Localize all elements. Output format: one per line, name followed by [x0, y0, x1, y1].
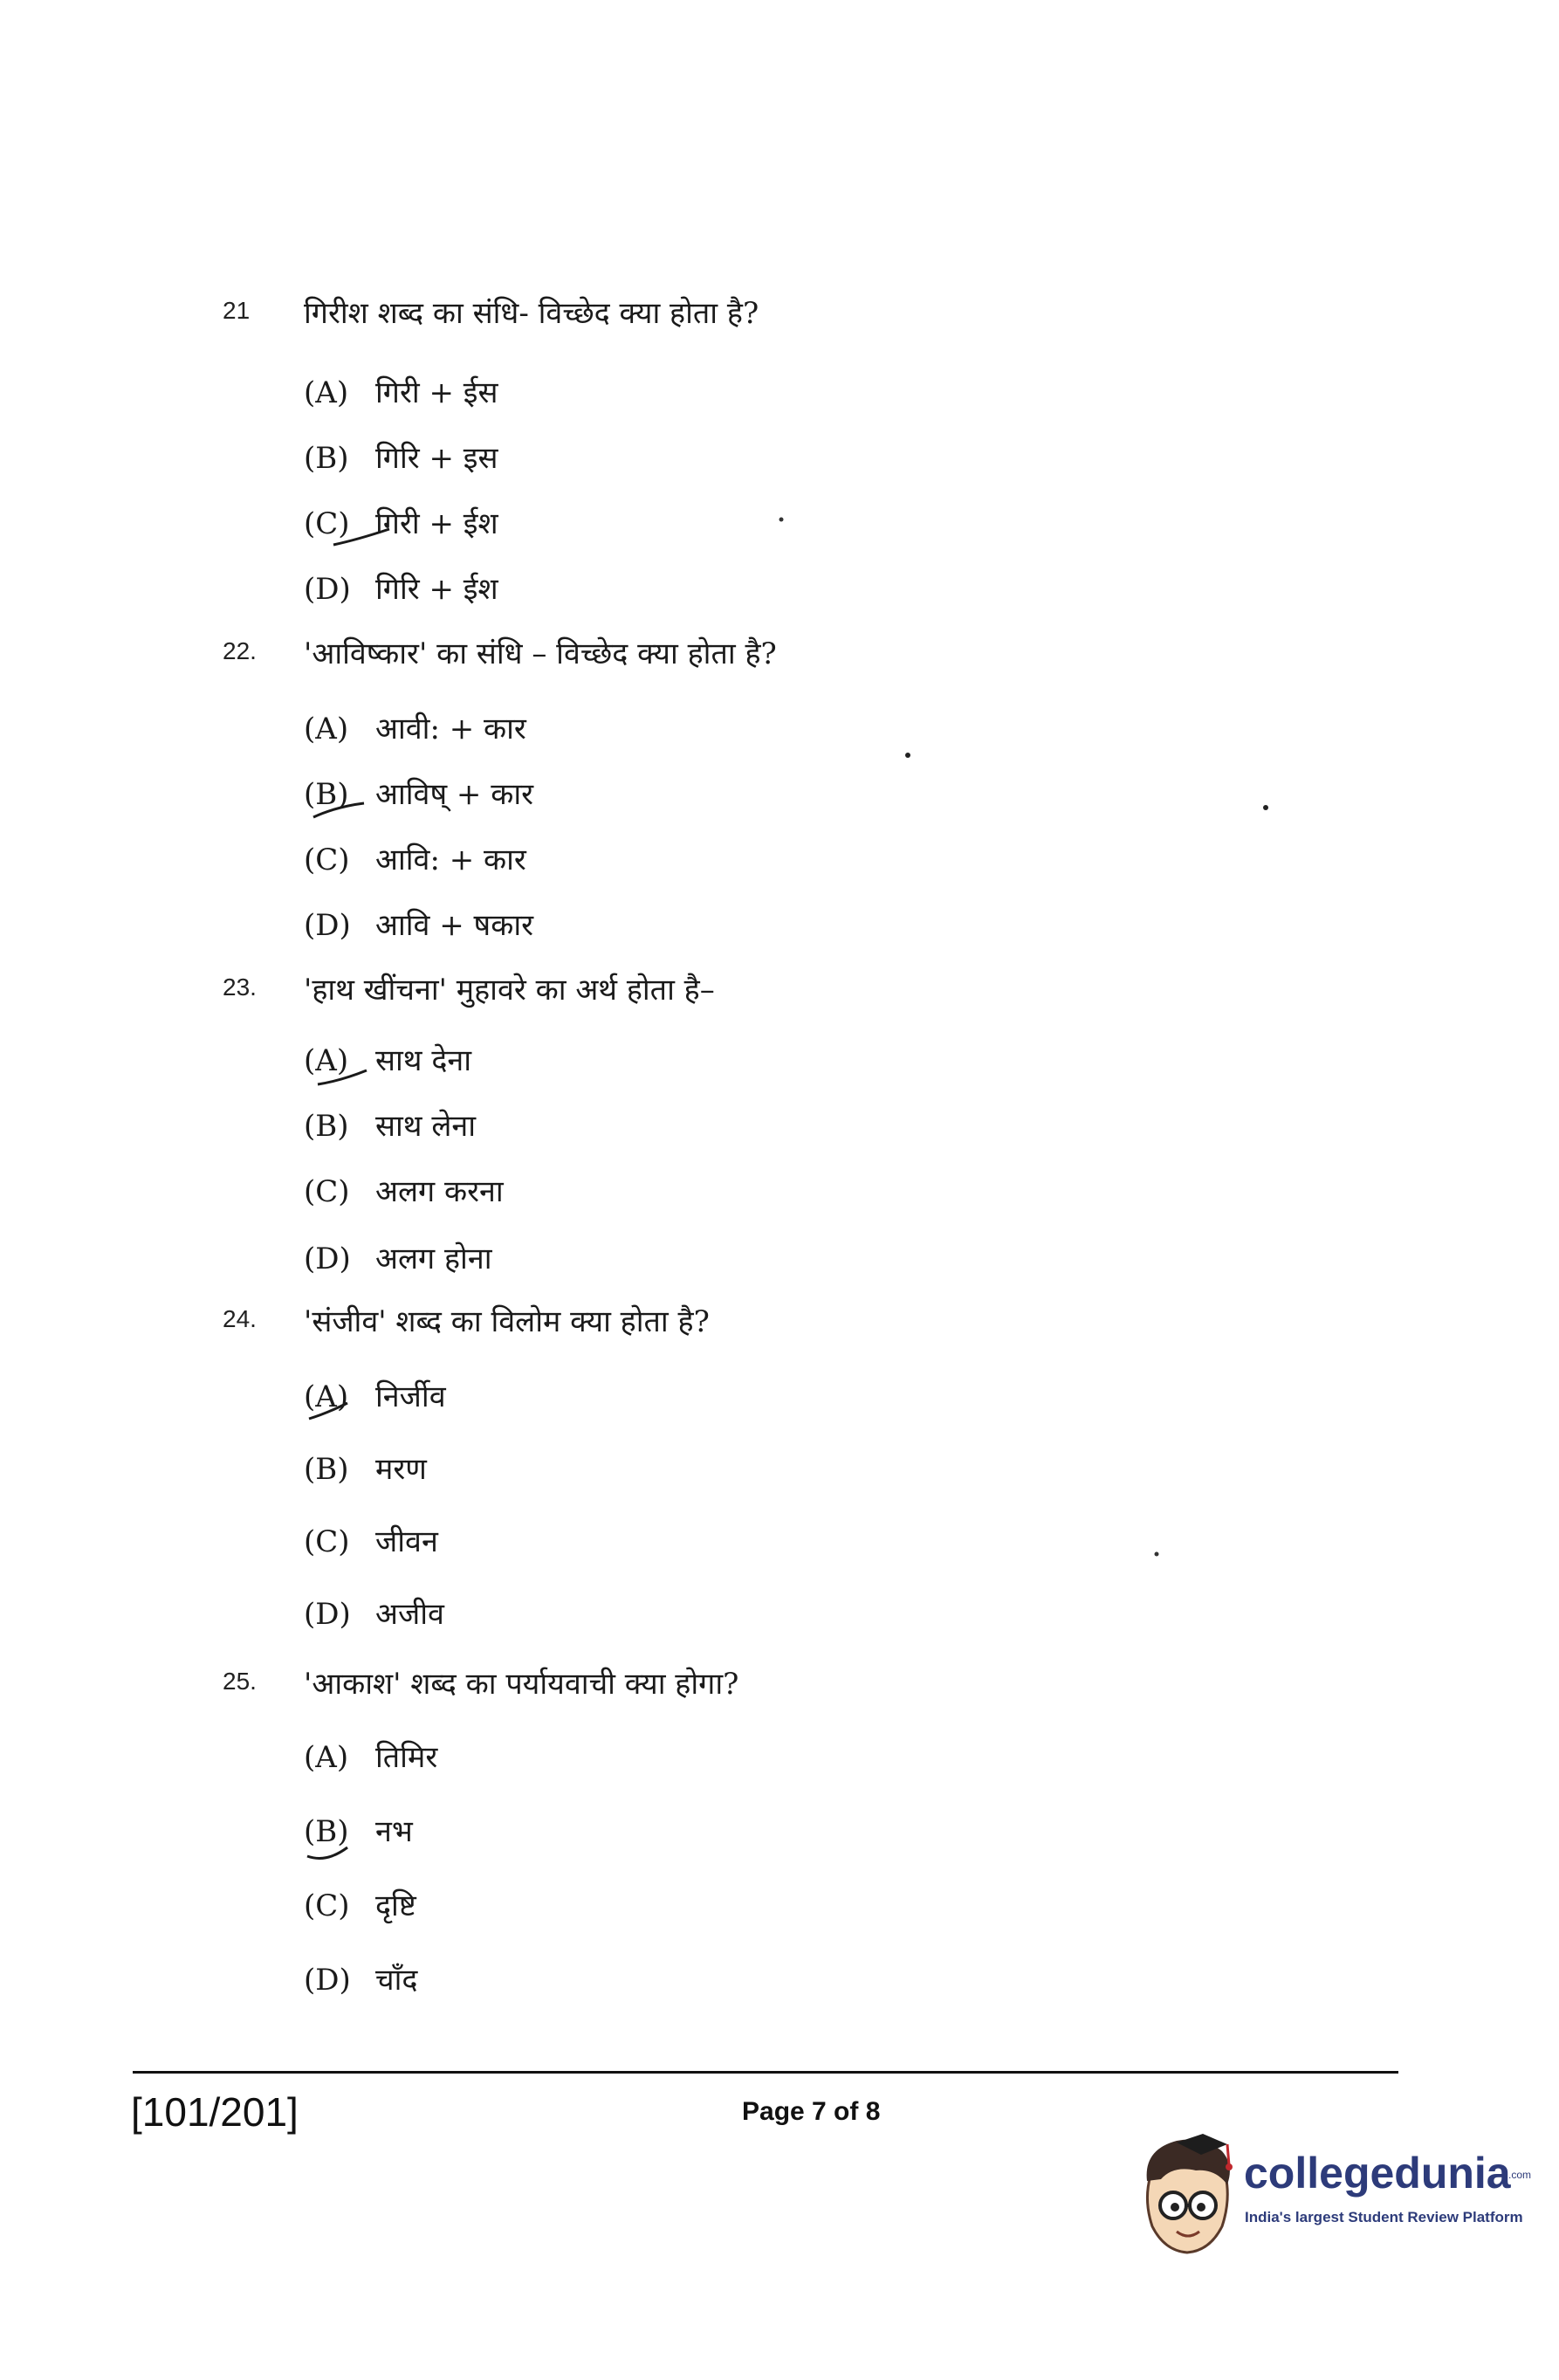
option-letter: (B) — [304, 441, 349, 476]
option-letter: (D) — [304, 908, 351, 943]
option-letter: (A) — [304, 712, 349, 746]
option-letter: (B) — [304, 777, 349, 812]
option-text: मरण — [375, 1452, 427, 1487]
brand-dotcom: .com — [1508, 2169, 1532, 2181]
option-letter: (C) — [304, 1524, 350, 1559]
question-text: 'संजीव' शब्द का विलोम क्या होता है? — [304, 1304, 710, 1339]
option-a — [304, 707, 526, 747]
option-text: आवी: + कार — [375, 712, 526, 746]
option-text: चाँद — [375, 1963, 418, 1998]
option-text: आविष् + कार — [375, 777, 534, 812]
option-d — [304, 1958, 417, 1998]
option-b — [304, 1448, 427, 1488]
answer-tick-mark — [332, 526, 393, 552]
option-text: साथ लेना — [375, 1109, 477, 1144]
question-text: गिरीश शब्द का संधि- विच्छेद क्या होता है? — [304, 296, 759, 331]
question-number: 24. — [223, 1305, 257, 1332]
option-c — [304, 1520, 438, 1560]
option-letter: (C) — [304, 843, 350, 877]
option-d — [304, 1592, 444, 1633]
option-letter: (B) — [304, 1814, 349, 1849]
option-text: नभ — [375, 1814, 413, 1849]
option-a — [304, 1736, 437, 1776]
brand-tagline: India's largest Student Review Platform — [1245, 2209, 1523, 2225]
answer-tick-mark — [314, 1065, 375, 1091]
option-c — [304, 838, 526, 878]
question-number: 23. — [223, 973, 257, 1001]
scan-speck — [903, 751, 912, 760]
option-letter: (D) — [304, 1963, 351, 1998]
question-text: 'आकाश' शब्द का पर्यायवाची क्या होगा? — [304, 1667, 739, 1702]
option-text: आवि + षकार — [375, 908, 534, 943]
option-d — [304, 567, 498, 608]
answer-tick-mark — [306, 1400, 367, 1426]
option-b — [304, 437, 498, 477]
scan-speck — [1152, 1550, 1161, 1558]
option-d — [304, 904, 533, 944]
option-text: आवि: + कार — [375, 843, 526, 877]
option-letter: (B) — [304, 1109, 349, 1144]
option-letter: (A) — [304, 1740, 349, 1775]
option-b — [304, 1104, 476, 1145]
question-number: 21 — [223, 297, 251, 324]
question-text: 'हाथ खींचना' मुहावरे का अर्थ होता है– — [304, 973, 715, 1008]
footer-divider — [133, 2071, 1398, 2074]
option-letter: (A) — [304, 1379, 349, 1414]
option-text: गिरि + इस — [375, 441, 498, 476]
option-letter: (B) — [304, 1452, 349, 1487]
question-text: 'आविष्कार' का संधि – विच्छेद क्या होता है? — [304, 636, 777, 671]
page-number: Page 7 of 8 — [742, 2097, 881, 2126]
mascot-logo-icon — [1135, 2130, 1240, 2261]
option-a — [304, 371, 498, 411]
option-text: गिरी + ईस — [375, 375, 498, 410]
option-text: निर्जीव — [375, 1379, 446, 1414]
option-text: तिमिर — [375, 1740, 438, 1775]
option-letter: (C) — [304, 1174, 350, 1209]
question-number: 25. — [223, 1668, 257, 1695]
collegedunia-watermark — [1135, 2130, 1536, 2261]
option-text: गिरी + ईश — [375, 506, 498, 541]
option-letter: (D) — [304, 1597, 351, 1632]
answer-tick-mark — [304, 1840, 365, 1867]
paper-code: [101/201] — [131, 2089, 299, 2135]
option-text: अलग करना — [375, 1174, 504, 1209]
option-text: जीवन — [375, 1524, 438, 1559]
option-text: अलग होना — [375, 1242, 492, 1276]
brand-name: collegedunia — [1244, 2149, 1511, 2198]
option-text: दृष्टि — [375, 1888, 416, 1923]
option-letter: (C) — [304, 1888, 350, 1923]
option-text: गिरि + ईश — [375, 572, 498, 607]
option-letter: (A) — [304, 375, 349, 410]
option-letter: (A) — [304, 1043, 349, 1078]
option-text: साथ देना — [375, 1043, 472, 1078]
option-d — [304, 1237, 492, 1277]
scan-speck — [777, 515, 786, 524]
option-text: अजीव — [375, 1597, 444, 1632]
scan-speck — [1261, 803, 1270, 812]
option-letter: (D) — [304, 572, 351, 607]
answer-tick-mark — [310, 796, 371, 822]
option-letter: (C) — [304, 506, 350, 541]
question-number: 22. — [223, 637, 257, 664]
option-c — [304, 1884, 416, 1924]
option-letter: (D) — [304, 1242, 351, 1276]
option-c — [304, 1170, 504, 1210]
